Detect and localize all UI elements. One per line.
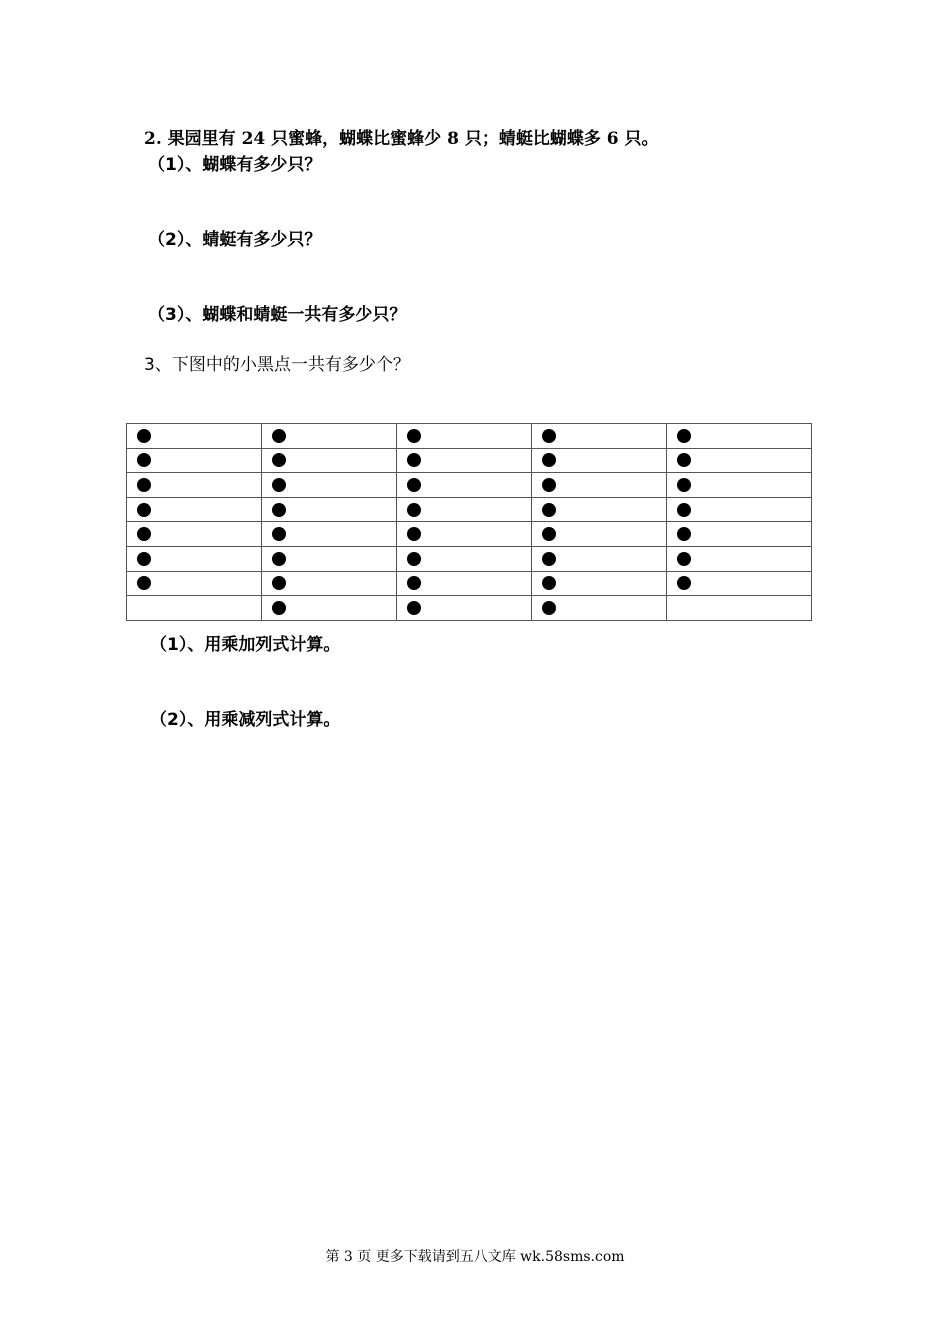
dot-grid-cell [667, 571, 812, 596]
dot-grid-cell [397, 473, 532, 498]
dot-grid-row [127, 546, 812, 571]
dot-grid-row [127, 596, 812, 621]
dot-grid-cell [667, 497, 812, 522]
black-dot-icon [407, 576, 421, 590]
black-dot-icon [407, 429, 421, 443]
question-2-title: 2. 果园里有 24 只蜜蜂，蝴蝶比蜜蜂少 8 只；蜻蜓比蝴蝶多 6 只。 [144, 129, 659, 149]
black-dot-icon [677, 503, 691, 517]
black-dot-icon [407, 552, 421, 566]
page-footer: 第 3 页 更多下载请到五八文库 wk.58sms.com [325, 1249, 625, 1265]
black-dot-icon [407, 478, 421, 492]
black-dot-icon [542, 552, 556, 566]
dot-grid-cell [667, 546, 812, 571]
dot-grid-row [127, 473, 812, 498]
dot-grid-cell [397, 546, 532, 571]
black-dot-icon [272, 429, 286, 443]
dot-grid-cell [262, 448, 397, 473]
black-dot-icon [542, 527, 556, 541]
question-3-part-1: （1）、用乘加列式计算。 [150, 635, 341, 655]
black-dot-icon [137, 503, 151, 517]
black-dot-icon [677, 576, 691, 590]
dot-grid-cell [532, 424, 667, 449]
dot-grid-row [127, 571, 812, 596]
dot-grid-cell [127, 473, 262, 498]
dot-grid-cell [667, 424, 812, 449]
dot-grid-cell [127, 448, 262, 473]
dot-grid-cell [262, 571, 397, 596]
black-dot-icon [542, 601, 556, 615]
black-dot-icon [137, 429, 151, 443]
dot-grid-table [126, 423, 812, 621]
black-dot-icon [542, 478, 556, 492]
dot-grid-cell [667, 473, 812, 498]
dot-grid-cell [127, 596, 262, 621]
black-dot-icon [272, 453, 286, 467]
question-3-part-2: （2）、用乘减列式计算。 [150, 710, 341, 730]
dot-grid-cell [262, 596, 397, 621]
dot-grid-cell [127, 424, 262, 449]
question-2-part-3: （3）、蝴蝶和蜻蜓一共有多少只？ [148, 305, 407, 325]
dot-grid-cell [127, 522, 262, 547]
black-dot-icon [272, 478, 286, 492]
dot-grid-cell [262, 497, 397, 522]
dot-grid-cell [397, 571, 532, 596]
black-dot-icon [677, 429, 691, 443]
black-dot-icon [137, 453, 151, 467]
black-dot-icon [272, 601, 286, 615]
dot-grid-cell [532, 571, 667, 596]
dot-grid-cell [397, 497, 532, 522]
black-dot-icon [407, 453, 421, 467]
dot-grid-cell [532, 448, 667, 473]
black-dot-icon [542, 576, 556, 590]
dot-grid-cell [667, 448, 812, 473]
dot-grid-cell [127, 571, 262, 596]
black-dot-icon [677, 453, 691, 467]
dot-grid-cell [262, 546, 397, 571]
dot-grid-cell [397, 424, 532, 449]
dot-grid-cell [127, 497, 262, 522]
dot-grid-row [127, 522, 812, 547]
dot-grid-cell [667, 596, 812, 621]
black-dot-icon [677, 552, 691, 566]
black-dot-icon [407, 503, 421, 517]
black-dot-icon [137, 552, 151, 566]
black-dot-icon [542, 453, 556, 467]
dot-grid-cell [532, 596, 667, 621]
dot-grid-cell [667, 522, 812, 547]
black-dot-icon [272, 552, 286, 566]
black-dot-icon [407, 601, 421, 615]
dot-grid-cell [532, 522, 667, 547]
black-dot-icon [272, 576, 286, 590]
dot-grid-cell [262, 522, 397, 547]
dot-grid-row [127, 497, 812, 522]
dot-grid-cell [262, 424, 397, 449]
dot-grid-cell [127, 546, 262, 571]
question-3-title: 3、下图中的小黑点一共有多少个？ [144, 355, 410, 375]
question-2-part-2: （2）、蜻蜓有多少只？ [148, 230, 322, 250]
dot-grid-cell [397, 522, 532, 547]
black-dot-icon [407, 527, 421, 541]
black-dot-icon [677, 478, 691, 492]
black-dot-icon [272, 527, 286, 541]
dot-grid-cell [532, 546, 667, 571]
black-dot-icon [677, 527, 691, 541]
black-dot-icon [542, 429, 556, 443]
dot-grid-cell [262, 473, 397, 498]
dot-grid-row [127, 448, 812, 473]
question-2-part-1: （1）、蝴蝶有多少只？ [148, 155, 322, 175]
black-dot-icon [542, 503, 556, 517]
dot-grid-cell [532, 497, 667, 522]
dot-grid-cell [532, 473, 667, 498]
black-dot-icon [137, 576, 151, 590]
dot-grid-cell [397, 448, 532, 473]
dot-grid-cell [397, 596, 532, 621]
black-dot-icon [137, 527, 151, 541]
black-dot-icon [272, 503, 286, 517]
dot-grid-row [127, 424, 812, 449]
black-dot-icon [137, 478, 151, 492]
